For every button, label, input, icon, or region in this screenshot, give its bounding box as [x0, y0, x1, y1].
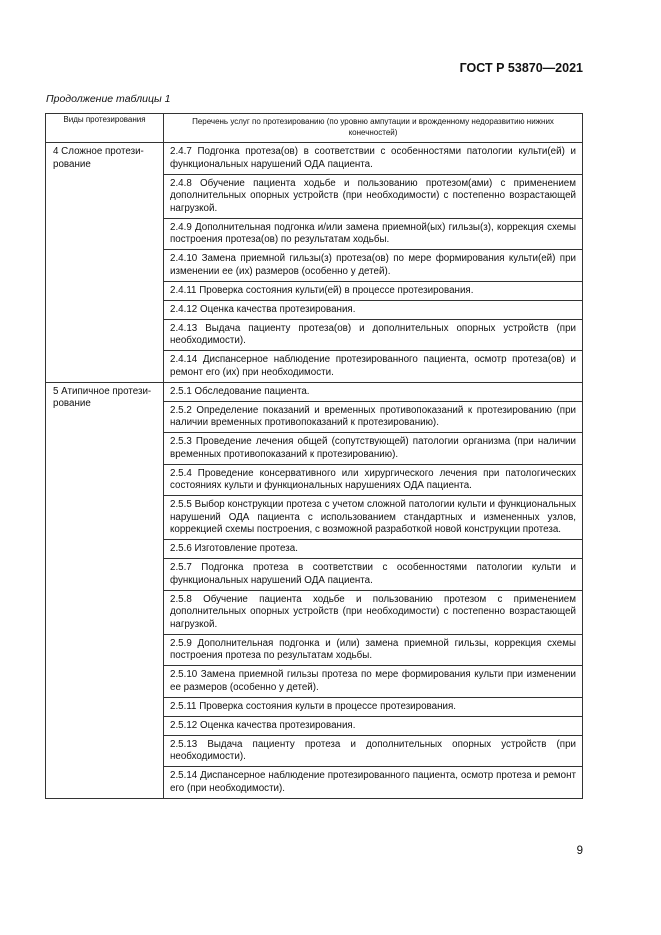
kind-cell: 5 Атипичное протези-рование [46, 382, 164, 798]
page-number: 9 [576, 845, 583, 857]
table-caption: Продолжение таблицы 1 [46, 93, 171, 105]
service-item: 2.5.8 Обучение пациента ходьбе и пользованию протезом с применением дополнительных опорных устройств (при необходимости) с постепенно возрастающей нагрузкой. [164, 591, 582, 635]
service-item: 2.4.14 Диспансерное наблюдение протезированного пациента, осмотр протеза(ов) и ремонт его (их) при необходимости. [170, 354, 576, 378]
service-item: 2.5.2 Определение показаний и временных противопоказаний к протезированию (при наличии временных противопоказаний к протезированию). [164, 402, 582, 434]
service-item: 2.4.12 Оценка качества протезирования. [164, 301, 582, 320]
service-item: 2.4.8 Обучение пациента ходьбе и пользованию протезом(ами) с применением дополнительных опорных устройств (при необходимости) с постепенно возрастающей нагрузкой. [164, 175, 582, 219]
table-row-atypical [46, 382, 583, 798]
service-item: 2.5.7 Подгонка протеза в соответствии с особенностями патологии культи и функциональных нарушений ОДА пациента. [164, 559, 582, 591]
service-item: 2.5.1 Обследование пациента. [164, 383, 582, 402]
column-header-kind: Виды протезирования [46, 114, 164, 143]
service-item: 2.5.9 Дополнительная подгонка и (или) замена приемной гильзы, коррекция схемы построения протеза по результатам ходьбы. [164, 635, 582, 667]
service-item: 2.5.11 Проверка состояния культи в процессе протезирования. [164, 698, 582, 717]
service-item: 2.5.14 Диспансерное наблюдение протезированного пациента, осмотр протеза и ремонт его (при необходимости). [170, 770, 576, 794]
services-cell [164, 382, 583, 798]
services-cell [164, 143, 583, 383]
service-item: 2.5.3 Проведение лечения общей (сопутствующей) патологии организма (при наличии временных противопоказаний к протезированию). [164, 433, 582, 465]
service-item: 2.4.7 Подгонка протеза(ов) в соответствии с особенностями патологии культи(ей) и функциональных нарушений ОДА пациента. [164, 143, 582, 175]
service-item: 2.4.11 Проверка состояния культи(ей) в процессе протезирования. [164, 282, 582, 301]
service-item: 2.4.13 Выдача пациенту протеза(ов) и дополнительных опорных устройств (при необходимости). [164, 320, 582, 352]
service-item: 2.5.6 Изготовление протеза. [164, 540, 582, 559]
services-table [45, 113, 583, 799]
table-header-row [46, 114, 583, 143]
service-item: 2.5.4 Проведение консервативного или хирургического лечения при патологических состояниях культи и функциональных нарушениях ОДА пациента. [164, 465, 582, 497]
column-header-services: Перечень услуг по протезированию (по уровню ампутации и врожденному недоразвитию нижних конечностей) [164, 114, 583, 143]
table-row-complex [46, 143, 583, 383]
service-item: 2.4.10 Замена приемной гильзы(з) протеза(ов) по мере формирования культи(ей) при изменении ее (их) размеров (особенно у детей). [164, 250, 582, 282]
kind-cell: 4 Сложное протези-рование [46, 143, 164, 383]
service-item: 2.5.5 Выбор конструкции протеза с учетом сложной патологии культи и функциональных нарушений ОДА пациента с использованием стандартных и измененных узлов, коррекцией схемы построения, с возможной разработкой новой конструкции протеза. [164, 496, 582, 540]
service-item: 2.5.13 Выдача пациенту протеза и дополнительных опорных устройств (при необходимости). [164, 736, 582, 768]
service-item: 2.5.12 Оценка качества протезирования. [164, 717, 582, 736]
service-item: 2.4.9 Дополнительная подгонка и/или замена приемной(ых) гильзы(з), коррекция схемы построения протеза(ов) по результатам ходьбы. [164, 219, 582, 251]
document-code: ГОСТ Р 53870—2021 [459, 61, 583, 75]
service-item: 2.5.10 Замена приемной гильзы протеза по мере формирования культи при изменении ее размеров (особенно у детей). [164, 666, 582, 698]
